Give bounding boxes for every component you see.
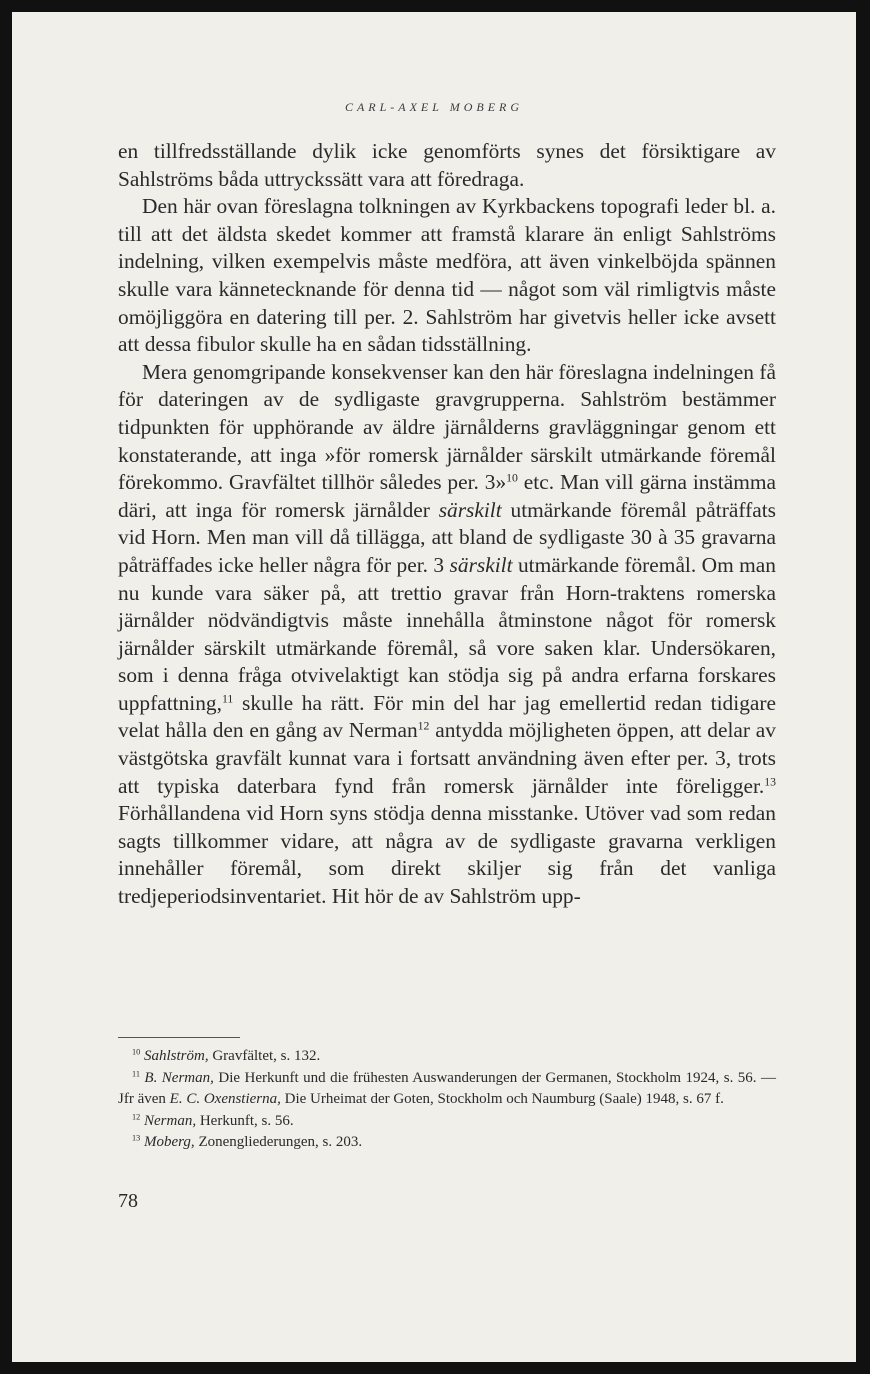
text-run: en tillfredsställande dylik icke genomförts synes det försiktigare av Sahlströms båda uttryckssätt vara att föredraga. [118,139,776,191]
footnote [118,1068,776,1111]
text-run: utmärkande föremål. Om man nu kunde vara säker på, att trettio gravar från Horn-traktens romerska järnålder nödvändigtvis måste innehålla åtminstone något för romersk järnålder särskilt utmärkande föremål, så vore saken klar. Undersökaren, som i denna fråga otvivelaktigt kan stödja sig på andra erfarna forskares uppfattning, [118,552,776,715]
italic-text: Sahlström, [144,1048,209,1064]
text-run: Gravfältet, s. 132. [208,1048,321,1064]
paragraph [118,359,776,911]
footnote-marker: 10 [506,471,518,485]
footnote [118,1132,776,1154]
footnote-marker: 11 [132,1069,140,1079]
text-run: Herkunft, s. 56. [196,1112,294,1129]
italic-text: Moberg, [144,1134,195,1151]
footnote-marker: 13 [764,775,776,789]
text-run: antydda möjligheten öppen, att delar av västgötska gravfält kunnat vara i fortsatt användning även efter per. 3, trots att typiska daterbara fynd från romersk järnålder inte föreligger. [118,718,776,798]
paragraph [118,193,776,359]
text-run: Zonengliederungen, s. 203. [194,1134,363,1151]
footnote-marker: 12 [417,719,430,733]
text-run: Die Herkunft und die frühesten Auswanderungen der Germanen, Stockholm 1924, s. 56. — Jfr även [118,1069,777,1108]
footnote-marker: 12 [132,1112,141,1122]
footnote [118,1046,776,1068]
page-number: 78 [118,1190,138,1212]
italic-text: E. C. Oxenstierna, [169,1091,281,1108]
italic-text: B. Nerman, [144,1069,214,1086]
footnote-marker: 13 [132,1134,141,1144]
footnote-marker: 10 [132,1047,141,1057]
footnote-rule [118,1037,240,1038]
text-run: utmärkande föremål påträffats vid Horn. Men man vill då tillägga, att bland de sydligaste 30 à 35 gravarna påträffades icke heller några för per. 3 [118,497,776,577]
body-text [118,138,776,911]
running-head: CARL-AXEL MOBERG [344,100,524,114]
book-page [12,12,856,1362]
footnote [118,1111,776,1133]
paragraph [118,138,776,193]
text-run: etc. Man vill gärna instämma däri, att inga för romersk järnålder [118,470,776,522]
italic-text: Nerman, [144,1112,197,1129]
text-run: Die Urheimat der Goten, Stockholm och Naumburg (Saale) 1948, s. 67 f. [280,1091,724,1108]
text-run: Förhållandena vid Horn syns stödja denna misstanke. Utöver vad som redan sagts tillkommer vidare, att några av de sydligaste gravarna verkligen innehåller föremål, som direkt skiljer sig från det vanliga tredjeperiodsinventariet. Hit hör de av Sahlström upp- [118,801,776,909]
text-run: Den här ovan föreslagna tolkningen av Kyrkbackens topografi leder bl. a. till att det äldsta skedet kommer att framstå klarare än enligt Sahlströms indelning, vilken exempelvis måste medföra, att även vinkelböjda spännen skulle vara kännetecknande för denna tid — något som väl rimligtvis måste omöjliggöra en datering till per. 2. Sahlström har givetvis heller icke avsett att dessa fibulor skulle ha en sådan tidsställning. [118,194,776,357]
text-run: skulle ha rätt. För min del har jag emellertid redan tidigare velat hålla den en gång av Nerman [118,690,776,743]
text-run: Mera genomgripande konsekvenser kan den här föreslagna indelningen få för dateringen av de sydligaste gravgrupperna. Sahlström bestämmer tidpunkten för upphörande av äldre järnålderns gravläggningar genom ett konstaterande, att inga »för romersk järnålder särskilt utmärkande föremål förekommo. Gravfältet tillhör således per. 3» [118,359,776,495]
footnotes [118,1046,776,1154]
italic-text: särskilt [438,497,502,522]
italic-text: särskilt [449,552,513,577]
footnote-marker: 11 [221,692,234,706]
